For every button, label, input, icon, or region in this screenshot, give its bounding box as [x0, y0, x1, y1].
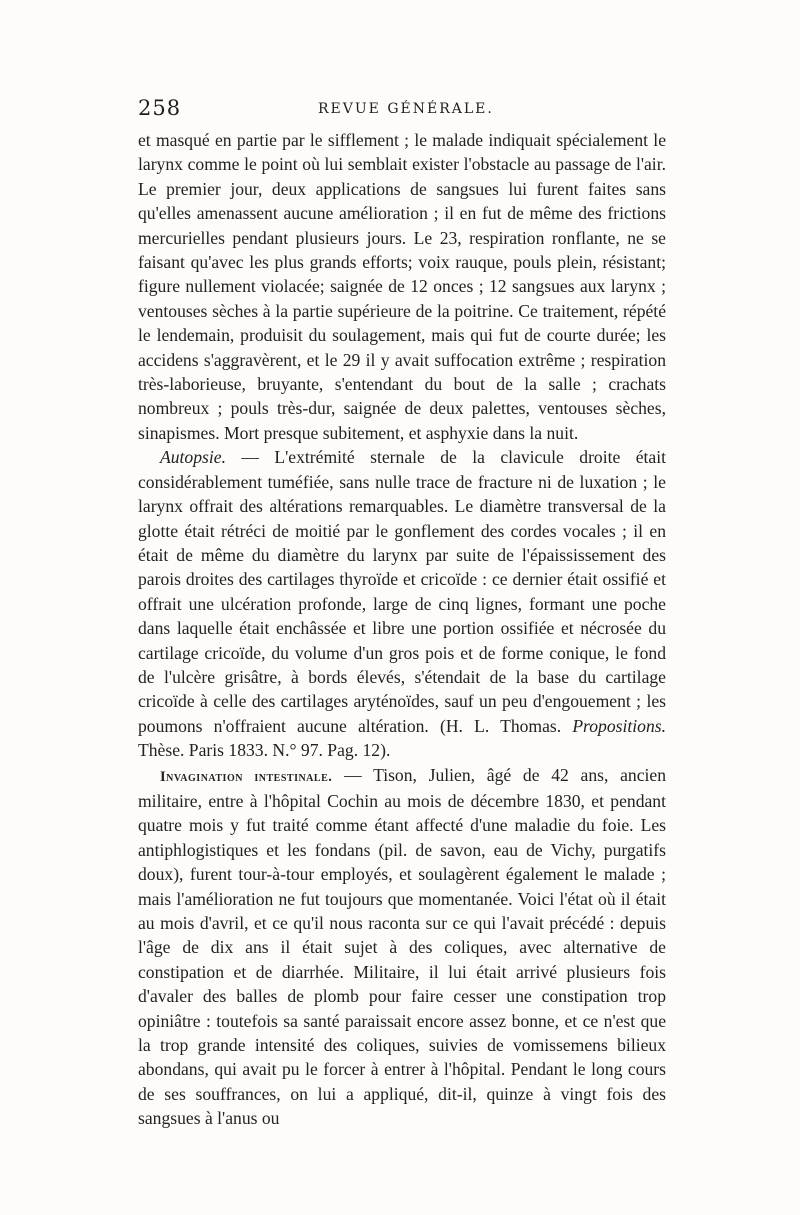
source-title: Propositions.	[572, 715, 666, 736]
paragraph-case-continuation	[138, 128, 666, 445]
page-header	[138, 96, 666, 130]
page-number: 258	[138, 96, 182, 120]
paragraph-text: — Tison, Julien, âgé de 42 ans, ancien militaire, entre à l'hôpital Cochin au mois de décembre 1830, et pendant quatre mois y fut traité comme étant affecté d'une maladie du foie. Les antiphlogistiques et les fondans (pil. de savon, eau de Vichy, purgatifs doux), furent tour-à-tour employés, et soulagèrent également le malade ; mais l'amélioration ne fut toujours que momentanée. Voici l'état où il était au mois d'avril, et ce qu'il nous raconta sur ce qui l'avait précédé : depuis l'âge de dix ans il était sujet à des coliques, avec alternative de constipation et de diarrhée. Militaire, il lui était arrivé plusieurs fois d'avaler des balles de plomb pour faire cesser une constipation trop opiniâtre : toutefois sa santé paraissait encore assez bonne, et ce n'est que la trop grande intensité des coliques, suivies de vomissemens bilieux abondans, qui avait pu le forcer à entrer à l'hôpital. Pendant le long cours de ses souffrances, on lui a appliqué, dit-il, quinze à vingt fois des sangsues à l'anus ou	[138, 764, 666, 1129]
paragraph-text: — L'extrémité sternale de la clavicule droite était considérablement tuméfiée, sans nulle trace de fracture ni de luxation ; le larynx offrait des altérations remarquables. Le diamètre transversal de la glotte était rétréci de moitié par le gonflement des cordes vocales ; il en était de même du diamètre du larynx par suite de l'épaississement des parois droites des cartilages thyroïde et cricoïde : ce dernier était ossifié et offrait une ulcération profonde, large de cinq lignes, formant une poche dans laquelle était enchâssée et libre une portion ossifiée et nécrosée du cartilage cricoïde, du volume d'un gros pois et de forme conique, le fond de l'ulcère grisâtre, à bords élevés, s'étendait de la base du cartilage cricoïde à celle des cartilages aryténoïdes, sauf un peu d'engouement ; les poumons n'offraient aucune altération. (H. L. Thomas.	[138, 447, 666, 736]
source-details: Thèse. Paris 1833. N.° 97. Pag. 12).	[138, 740, 391, 761]
autopsie-label: Autopsie.	[160, 447, 226, 468]
paragraph-invagination	[138, 763, 666, 1131]
paragraph-text: et masqué en partie par le sifflement ; le malade indiquait spécialement le larynx comme le point où lui semblait exister l'obstacle au passage de l'air. Le premier jour, deux applications de sangsues lui furent faites sans qu'elles amenassent aucune amélioration ; il en fut de même des frictions mercurielles pendant plusieurs jours. Le 23, respiration ronflante, ne se faisant qu'avec les plus grands efforts; voix rauque, pouls plein, résistant; figure nullement violacée; saignée de 12 onces ; 12 sangsues aux larynx ; ventouses sèches à la partie supérieure de la poitrine. Ce traitement, répété le lendemain, produisit du soulagement, mais qui fut de courte durée; les accidens s'aggravèrent, et le 29 il y avait suffocation extrême ; respiration très-laborieuse, bruyante, s'entendant du bout de la salle ; crachats nombreux ; pouls très-dur, saignée de deux palettes, ventouses sèches, sinapismes. Mort presque subitement, et asphyxie dans la nuit.	[138, 130, 666, 443]
paragraph-autopsie	[138, 445, 666, 762]
running-head: REVUE GÉNÉRALE.	[318, 101, 494, 117]
body-text	[138, 128, 666, 1131]
section-heading: Invagination intestinale.	[160, 768, 333, 785]
